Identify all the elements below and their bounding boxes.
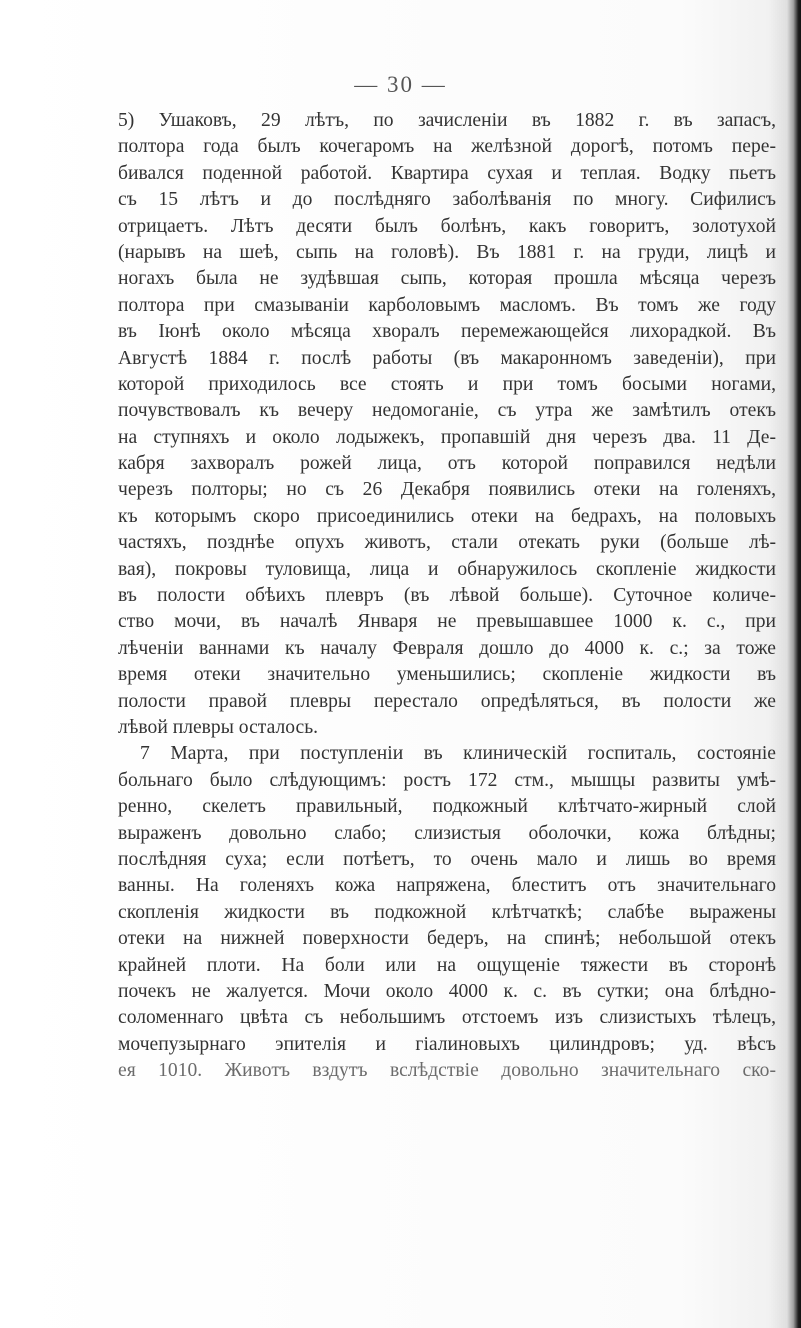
page-number: — 30 —	[354, 72, 447, 97]
body-text	[118, 108, 776, 1084]
text-line: полтора при смазываніи карболовымъ масломъ. Въ томъ же году	[118, 294, 776, 316]
text-line: черезъ полторы; но съ 26 Декабря появились отеки на голеняхъ,	[118, 479, 776, 501]
text-line: время отеки значительно уменьшились; скопленіе жидкости въ	[118, 664, 776, 686]
text-line: (нарывъ на шеѣ, сыпь на головѣ). Въ 1881 г. на груди, лицѣ и	[118, 241, 776, 263]
text-line: соломеннаго цвѣта съ небольшимъ отстоемъ изъ слизистыхъ тѣлецъ,	[118, 1007, 776, 1029]
text-line: на ступняхъ и около лодыжекъ, пропавшій дня черезъ два. 11 Де-	[118, 426, 776, 448]
text-line: Августѣ 1884 г. послѣ работы (въ макаронномъ заведеніи), при	[118, 347, 776, 369]
text-line: отрицаетъ. Лѣтъ десяти былъ болѣнъ, какъ говоритъ, золотухой	[118, 215, 776, 237]
text-line: лѣвой плевры осталось.	[118, 716, 319, 738]
text-line: ренно, скелетъ правильный, подкожный клѣтчато-жирный слой	[118, 796, 776, 818]
text-line: частяхъ, позднѣе опухъ животъ, стали отекать руки (больше лѣ-	[118, 532, 776, 554]
text-line: мочепузырнаго эпителія и гіалиновыхъ цилиндровъ; уд. вѣсъ	[118, 1033, 776, 1055]
text-line: бивался поденной работой. Квартира сухая и теплая. Водку пьетъ	[118, 162, 776, 184]
text-line: отеки на нижней поверхности бедеръ, на спинѣ; небольшой отекъ	[118, 928, 776, 950]
text-line: 5) Ушаковъ, 29 лѣтъ, по зачисленіи въ 1882 г. въ запасъ,	[118, 110, 776, 131]
text-line: ство мочи, въ началѣ Января не превышавшее 1000 к. с., при	[118, 611, 776, 633]
text-line: скопленія жидкости въ подкожной клѣтчаткѣ; слабѣе выражены	[118, 901, 776, 923]
page-edge-shadow	[787, 0, 801, 1328]
text-line: послѣдняя суха; если потѣетъ, то очень мало и лишь во время	[118, 848, 776, 870]
text-line: ванны. На голеняхъ кожа напряжена, блеститъ отъ значительнаго	[118, 875, 776, 897]
text-line: ногахъ была не зудѣвшая сыпь, которая прошла мѣсяца черезъ	[118, 268, 776, 290]
text-line: вая), покровы туловища, лица и обнаружилось скопленіе жидкости	[118, 558, 776, 580]
text-line: ея 1010. Животъ вздутъ вслѣдствіе довольно значительнаго ско-	[118, 1060, 776, 1082]
text-line: кабря захворалъ рожей лица, отъ которой поправился недѣли	[118, 453, 776, 475]
text-line: почувствовалъ къ вечеру недомоганіе, съ утра же замѣтилъ отекъ	[118, 400, 776, 422]
text-line: выраженъ довольно слабо; слизистыя оболочки, кожа блѣдны;	[118, 822, 776, 844]
text-line: которой приходилось все стоять и при томъ босыми ногами,	[118, 373, 776, 395]
text-line: 7 Марта, при поступленіи въ клиническій госпиталь, состояніе	[140, 743, 776, 765]
text-line: полости правой плевры перестало опредѣляться, въ полости же	[118, 690, 776, 712]
text-line: лѣченіи ваннами къ началу Февраля дошло до 4000 к. с.; за тоже	[118, 637, 776, 659]
text-line: крайней плоти. На боли или на ощущеніе тяжести въ сторонѣ	[118, 954, 776, 976]
text-line: больнаго было слѣдующимъ: ростъ 172 стм., мышцы развиты умѣ-	[118, 769, 776, 791]
text-line: къ которымъ скоро присоединились отеки на бедрахъ, на половыхъ	[118, 505, 776, 527]
text-line: въ Іюнѣ около мѣсяца хворалъ перемежающейся лихорадкой. Въ	[118, 321, 776, 343]
text-line: полтора года былъ кочегаромъ на желѣзной дорогѣ, потомъ пере-	[118, 136, 776, 158]
text-line: въ полости обѣихъ плевръ (въ лѣвой больше). Суточное количе-	[118, 585, 776, 607]
text-line: съ 15 лѣтъ и до послѣдняго заболѣванія по многу. Сифилисъ	[118, 189, 776, 211]
text-line: почекъ не жалуется. Мочи около 4000 к. с. въ сутки; она блѣдно-	[118, 980, 776, 1002]
